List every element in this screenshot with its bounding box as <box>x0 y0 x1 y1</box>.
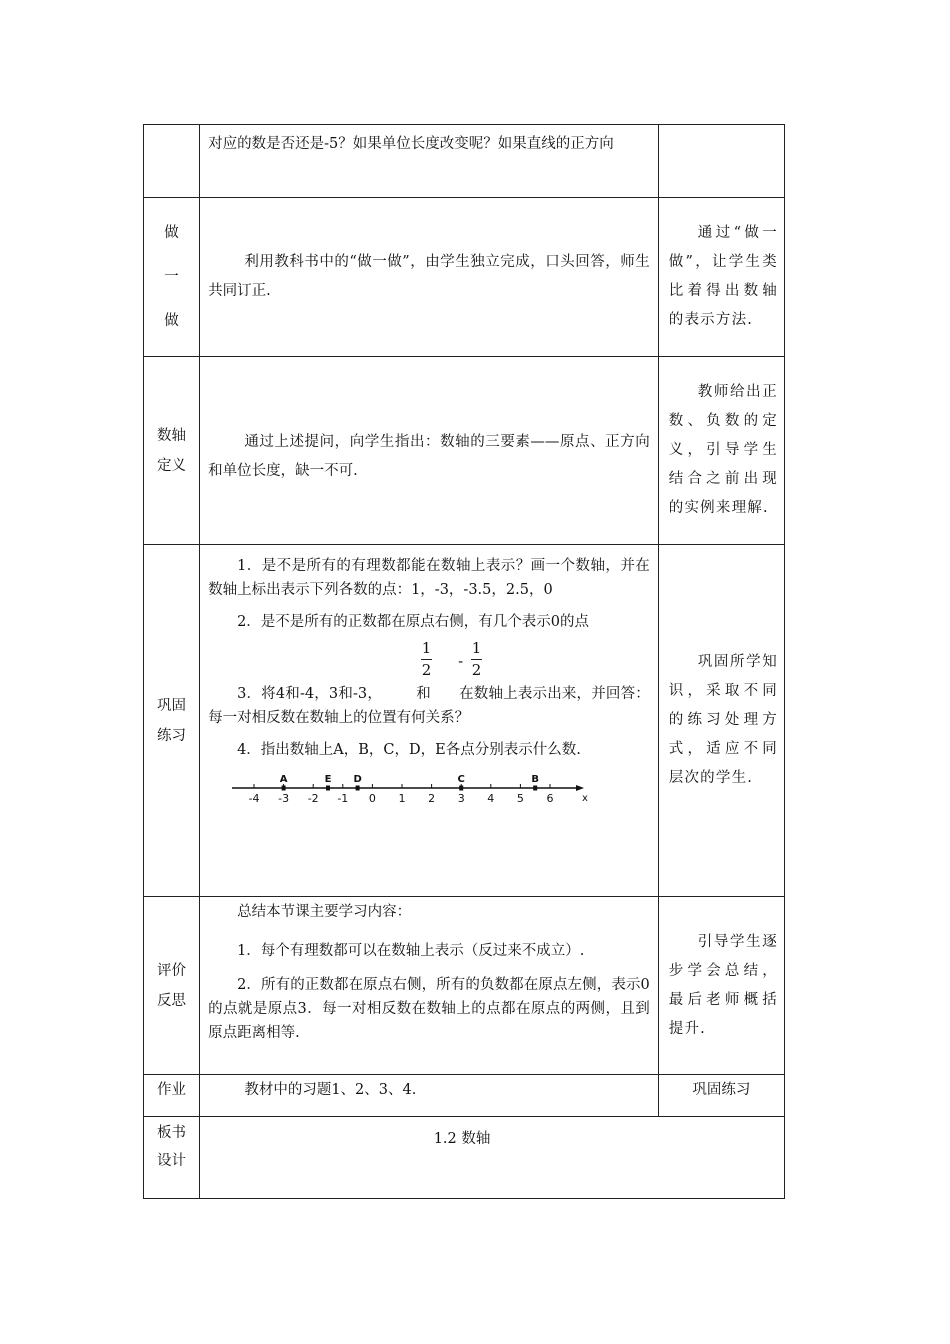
tick-label: -4 <box>248 792 260 805</box>
axis-label: x <box>582 793 588 804</box>
question-2: 2．是不是所有的正数都在原点右侧，有几个表示0的点 <box>237 614 590 630</box>
note-cell: 引导学生逐步学会总结，最后老师概括提升. <box>658 897 784 1075</box>
table-row <box>144 1117 785 1199</box>
point-label: E <box>324 774 332 785</box>
row-label-char: 做 <box>164 313 179 329</box>
fraction-negative-half: 1 2 <box>471 639 482 679</box>
tick-label: -1 <box>337 792 349 805</box>
table-row <box>144 125 785 198</box>
minus-sign: - <box>458 652 464 670</box>
fraction-half: 1 2 <box>421 639 432 679</box>
content-cell <box>200 357 659 545</box>
row-label-line: 设计 <box>157 1153 187 1169</box>
row-label-line: 定义 <box>157 457 187 474</box>
content-text: 通过上述提问，向学生指出：数轴的三要素——原点、正方向和单位长度，缺一不可. <box>208 433 650 479</box>
table-row <box>144 198 785 357</box>
question-4: 4．指出数轴上A，B，C，D，E各点分别表示什么数. <box>237 742 581 758</box>
content-cell <box>200 545 659 897</box>
row-label-char: 一 <box>164 269 179 285</box>
row-label-cell <box>144 125 200 198</box>
row-label-line: 板书 <box>157 1125 187 1141</box>
point-marker <box>326 786 330 791</box>
axis-arrow <box>576 785 584 791</box>
content-cell <box>200 897 659 1075</box>
summary-point-1: 1．每个有理数都可以在数轴上表示（反过来不成立）. <box>237 943 585 959</box>
content-cell <box>200 125 659 198</box>
point-marker <box>356 786 360 791</box>
content-text: 对应的数是否还是-5？如果单位长度改变呢？如果直线的正方向 <box>208 136 614 152</box>
point-marker <box>533 786 537 791</box>
content-cell <box>200 198 659 357</box>
board-design-cell <box>200 1117 785 1199</box>
tick-label: -2 <box>307 792 319 805</box>
board-title: 1.2 数轴 <box>433 1131 491 1147</box>
table-row <box>144 1075 785 1117</box>
tick-label: 6 <box>546 792 554 805</box>
note-cell <box>658 125 784 198</box>
fraction-row <box>208 636 650 682</box>
row-label-cell <box>144 897 200 1075</box>
number-line-figure <box>208 766 650 812</box>
table-row <box>144 357 785 545</box>
point-marker <box>282 786 286 791</box>
summary-point-2: 2．所有的正数都在原点右侧，所有的负数都在原点左侧，表示0的点就是原点3．每一对相反数在数轴上的点都在原点的两侧，且到原点距离相等. <box>208 977 650 1041</box>
row-label-line: 反思 <box>157 992 187 1009</box>
row-label-cell <box>144 1117 200 1199</box>
row-label-char: 做 <box>164 225 179 241</box>
point-label: C <box>457 774 465 785</box>
tick-label: 5 <box>516 792 524 805</box>
content-cell <box>200 1075 659 1117</box>
tick-label: 2 <box>428 792 436 805</box>
point-marker <box>459 786 463 791</box>
lesson-plan-table <box>143 124 785 1199</box>
note-cell: 通过“做一做”，让学生类比着得出数轴的表示方法. <box>658 198 784 357</box>
question-1: 1．是不是所有的有理数都能在数轴上表示？画一个数轴，并在数轴上标出表示下列各数的点：1，-3，-3.5，2.5，0 <box>208 558 650 598</box>
row-label-line: 练习 <box>157 727 187 744</box>
row-label-cell <box>144 545 200 897</box>
row-label-line: 评价 <box>157 962 187 979</box>
point-label: B <box>531 774 540 785</box>
row-label-cell: 作业 <box>144 1075 200 1117</box>
note-cell: 巩固练习 <box>658 1075 784 1117</box>
tick-label: 1 <box>398 792 406 805</box>
point-label: D <box>353 774 362 785</box>
summary-intro: 总结本节课主要学习内容： <box>237 904 412 920</box>
note-cell: 教师给出正数、负数的定义，引导学生结合之前出现的实例来理解. <box>658 357 784 545</box>
row-label-cell <box>144 198 200 357</box>
table-row <box>144 897 785 1075</box>
tick-label: 4 <box>487 792 495 805</box>
table-row <box>144 545 785 897</box>
question-3: 3．将4和-4，3和-3， 和 在数轴上表示出来，并回答：每一对相反数在数轴上的位置有何关系？ <box>208 686 650 726</box>
row-label-line: 巩固 <box>157 697 187 714</box>
content-text: 利用教科书中的“做一做”，由学生独立完成，口头回答，师生共同订正. <box>208 254 650 299</box>
row-label-line: 数轴 <box>157 427 187 444</box>
number-line <box>208 766 588 812</box>
note-cell: 巩固所学知识，采取不同的练习处理方式，适应不同层次的学生. <box>658 545 784 897</box>
tick-label: 3 <box>457 792 465 805</box>
point-label: A <box>279 774 288 785</box>
tick-label: -3 <box>278 792 290 805</box>
tick-label: 0 <box>368 792 376 805</box>
row-label-cell <box>144 357 200 545</box>
homework-text: 教材中的习题1、2、3、4. <box>244 1082 417 1098</box>
